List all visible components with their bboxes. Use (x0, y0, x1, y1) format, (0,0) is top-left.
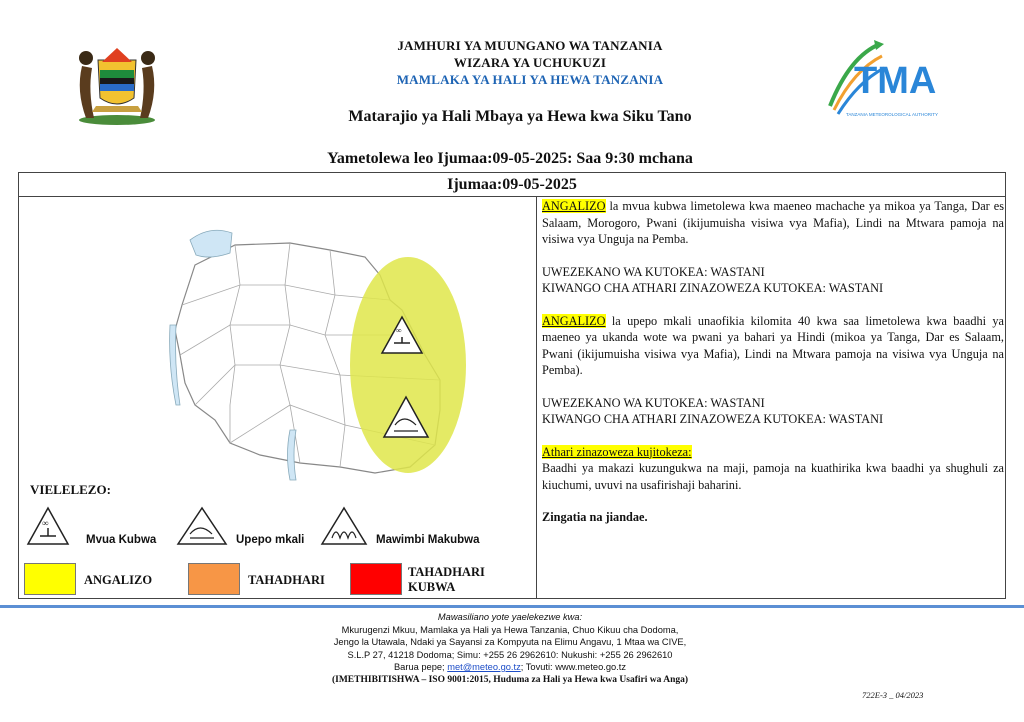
strong-wind-icon (176, 506, 228, 551)
svg-text:∞: ∞ (396, 326, 402, 335)
large-waves-icon (320, 506, 368, 551)
ministry-title: WIZARA YA UCHUKUZI (453, 55, 607, 70)
footer-certification: (IMETHIBITISHWA – ISO 9001:2015, Huduma za Hali ya Hewa kwa Usafiri wa Anga) (331, 674, 689, 685)
advice-text: Zingatia na jiandae. (542, 510, 648, 524)
wind-likelihood: UWEZEKANO WA KUTOKEA: WASTANI (542, 395, 765, 410)
footer-address-line-2: Jengo la Utawala, Ndaki ya Sayansi za Kompyuta na Elimu Angavu, 1 Mtaa wa CIVE, (333, 637, 687, 647)
footer-intro: Mawasiliano yote yaelekezwe kwa: (437, 612, 583, 622)
wind-warning-tag: ANGALIZO (542, 313, 606, 328)
rain-warning-tag: ANGALIZO (542, 199, 606, 213)
swatch-tahadhari (188, 563, 240, 595)
rain-warning-text: ANGALIZO la mvua kubwa limetolewa kwa maeneo machache ya mikoa ya Tanga, Dar es Salaam, Morogoro, Pwani (ikijumuisha visiwa vya Mafia), Lindi na Mtwara pamoja na visiwa vya Unguja na Pemba. (542, 199, 1004, 246)
lake-victoria (190, 230, 232, 257)
footer-email-line: Barua pepe; met@meteo.go.tz; Tovuti: www.meteo.go.tz (393, 662, 626, 672)
agency-title: MAMLAKA YA HALI YA HEWA TANZANIA (396, 72, 664, 87)
legend-label-heavy-rain: Mvua Kubwa (86, 534, 157, 546)
website-text: ; Tovuti: www.meteo.go.tz (520, 662, 626, 672)
legend-label-large-waves: Mawimbi Makubwa (376, 534, 480, 546)
column-divider (536, 197, 537, 599)
tma-logo-caption: TANZANIA METEOROLOGICAL AUTHORITY (845, 112, 938, 117)
footer-address-line-1: Mkurugenzi Mkuu, Mamlaka ya Hali ya Hewa Tanzania, Chuo Kikuu cha Dodoma, (341, 624, 679, 635)
swatch-angalizo (24, 563, 76, 595)
swatch-label-angalizo: ANGALIZO (84, 573, 153, 587)
wind-warning-text: ANGALIZO la upepo mkali unaofikia kilomita 40 kwa saa limetolewa kwa baadhi ya maeneo ya ukanda wote wa pwani ya bahari ya Hindi (mikoa ya Tanga, Dar es Salaam, Pwani (ikijumuisha visiwa vya Mafia), Lindi na Mtwara pamoja na visiwa vya Unguja na Pemba). (542, 313, 1004, 377)
swatch-label-tahadhari-kubwa: TAHADHARI KUBWA (408, 565, 485, 594)
legend-label-strong-wind: Upepo mkali (236, 534, 305, 546)
legend-title: VIELELEZO: (30, 482, 111, 497)
email-link[interactable]: met@meteo.go.tz (447, 662, 521, 672)
swatch-label-tahadhari: TAHADHARI (248, 573, 325, 587)
heavy-rain-icon (26, 506, 70, 551)
document-title: Matarajio ya Hali Mbaya ya Hewa kwa Siku Tano (348, 108, 692, 125)
warnings-panel (542, 198, 1004, 526)
rain-likelihood: UWEZEKANO WA KUTOKEA: WASTANI (542, 264, 765, 279)
government-title: JAMHURI YA MUUNGANO WA TANZANIA (397, 38, 663, 53)
issued-date: Yametolewa leo Ijumaa:09-05-2025: Saa 9:30 mchana (327, 150, 693, 167)
forecast-day-label: Ijumaa:09-05-2025 (18, 172, 1006, 197)
impacts-heading: Athari zinazoweza kujitokeza: (542, 444, 692, 459)
svg-text:∞: ∞ (42, 518, 49, 528)
footer-address-line-3: S.L.P 27, 41218 Dodoma; Simu: +255 26 2962610: Nukushi: +255 26 2962610 (347, 649, 673, 660)
tanzania-map (140, 205, 480, 495)
swatch-tahadhari-kubwa (350, 563, 402, 595)
footer-contact (150, 611, 870, 686)
footer-rule (0, 605, 1024, 608)
tma-logo (820, 36, 960, 126)
document-code: 722E-3 _ 04/2023 (862, 690, 924, 700)
impacts-text: Baadhi ya makazi kuzungukwa na maji, pamoja na kuathirika kwa baadhi ya shughuli za kiuchumi, uvuvi na usafirishaji baharini. (542, 461, 1004, 492)
tma-logo-text: TMA (854, 60, 937, 102)
rain-impact-level: KIWANGO CHA ATHARI ZINAZOWEZA KUTOKEA: WASTANI (542, 281, 884, 295)
advisory-zone (350, 257, 466, 473)
coat-of-arms-logo (62, 36, 172, 128)
wind-impact-level: KIWANGO CHA ATHARI ZINAZOWEZA KUTOKEA: WASTANI (542, 412, 884, 426)
